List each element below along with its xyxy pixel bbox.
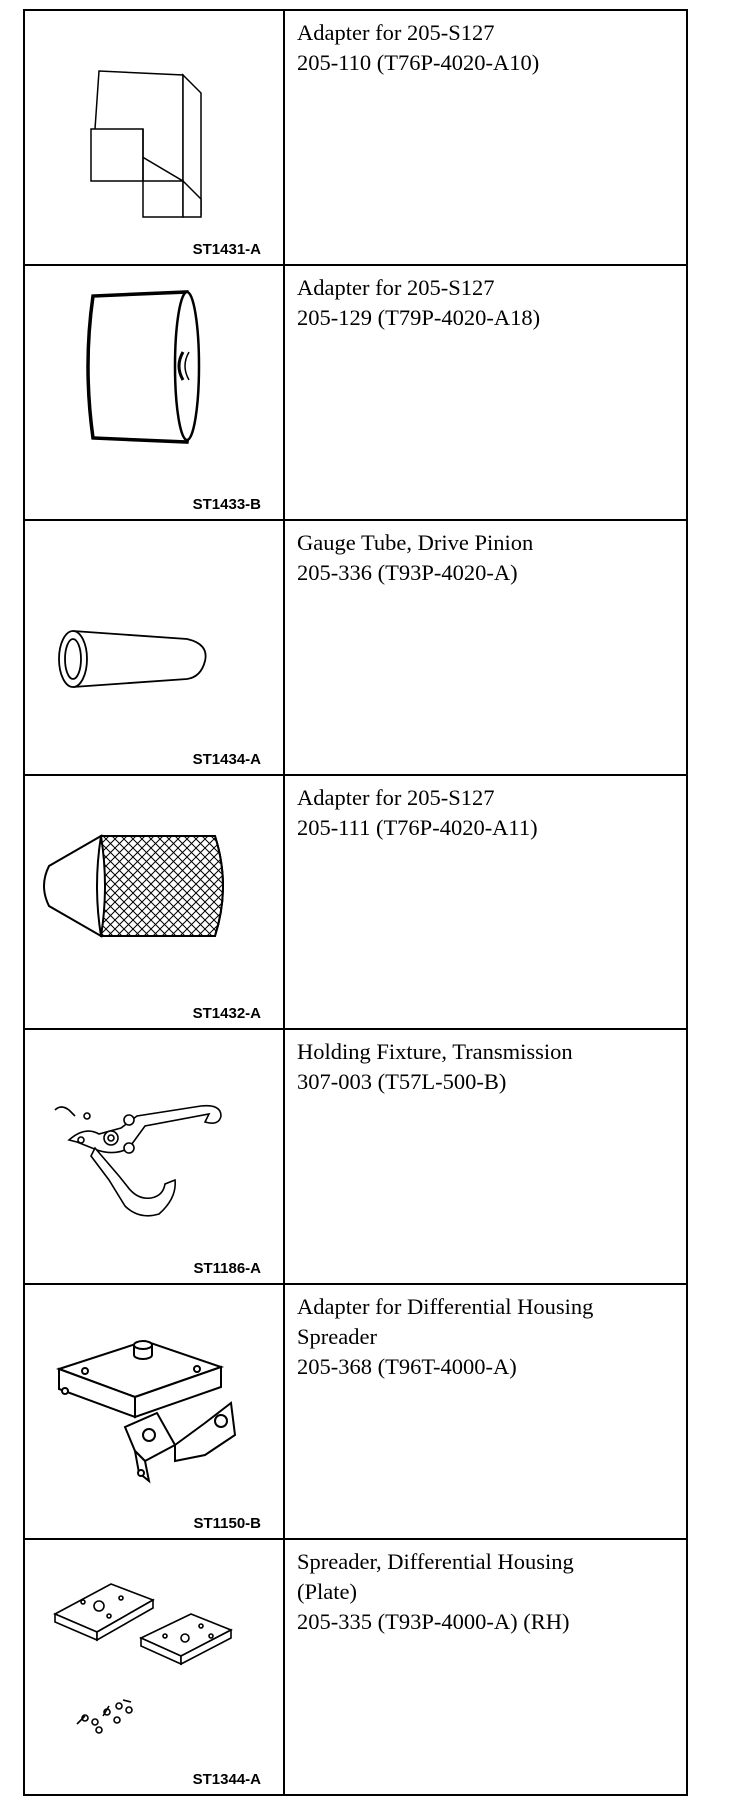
tool-name: Spreader, Differential Housing xyxy=(297,1549,574,1575)
tool-illustration-cell xyxy=(24,775,284,1030)
special-tools-table xyxy=(23,9,688,1796)
tool-part-number: 205-129 (T79P-4020-A18) xyxy=(297,304,541,330)
table-row xyxy=(24,775,687,1030)
table-row xyxy=(24,1029,687,1284)
table-row xyxy=(24,1284,687,1539)
tool-description-cell xyxy=(284,10,687,265)
illustration-code: ST1150-B xyxy=(193,1515,261,1533)
tool-name-continued: (Plate) xyxy=(297,1579,357,1605)
tool-name: Holding Fixture, Transmission xyxy=(297,1039,573,1065)
table-row xyxy=(24,520,687,775)
illustration-code: ST1431-A xyxy=(192,240,261,258)
tool-description-cell xyxy=(284,1029,687,1284)
tool-illustration-cell xyxy=(24,1284,284,1539)
tool-part-number: 205-368 (T96T-4000-A) xyxy=(297,1354,517,1380)
tool-part-number: 307-003 (T57L-500-B) xyxy=(297,1069,507,1095)
illustration-code: ST1434-A xyxy=(192,750,261,768)
table-row xyxy=(24,10,687,265)
tool-illustration-cell xyxy=(24,1539,284,1795)
knurled-cone-adapter-icon xyxy=(25,776,283,1028)
tool-illustration-cell xyxy=(24,1029,284,1284)
tool-part-number: 205-335 (T93P-4000-A) (RH) xyxy=(297,1609,570,1635)
illustration-code: ST1433-B xyxy=(192,495,261,513)
spreader-adapter-icon xyxy=(25,1285,283,1537)
table-row xyxy=(24,1539,687,1795)
illustration-code: ST1432-A xyxy=(192,1005,261,1023)
tool-name: Adapter for 205-S127 xyxy=(297,20,495,45)
tool-name: Adapter for 205-S127 xyxy=(297,274,495,300)
illustration-code: ST1344-A xyxy=(192,1771,261,1788)
tool-description-cell xyxy=(284,1539,687,1795)
tool-part-number: 205-110 (T76P-4020-A10) xyxy=(297,50,540,75)
tool-name-continued: Spreader xyxy=(297,1324,377,1350)
l-shaped-block-icon xyxy=(25,11,283,263)
tool-name: Adapter for 205-S127 xyxy=(297,784,495,810)
tool-illustration-cell xyxy=(24,520,284,775)
illustration-code: ST1186-A xyxy=(193,1260,261,1278)
tool-illustration-cell xyxy=(24,10,284,265)
tool-part-number: 205-336 (T93P-4020-A) xyxy=(297,559,518,585)
tool-illustration-cell xyxy=(24,265,284,520)
tool-description-cell xyxy=(284,265,687,520)
tool-description-cell xyxy=(284,1284,687,1539)
table-row xyxy=(24,265,687,520)
tool-description-cell xyxy=(284,520,687,775)
tool-description-cell xyxy=(284,775,687,1030)
cylinder-adapter-icon xyxy=(25,266,283,518)
tool-name: Adapter for Differential Housing xyxy=(297,1294,594,1320)
gauge-tube-icon xyxy=(25,521,283,773)
spreader-plates-icon xyxy=(25,1540,283,1793)
tool-name: Gauge Tube, Drive Pinion xyxy=(297,529,534,555)
tool-part-number: 205-111 (T76P-4020-A11) xyxy=(297,814,538,840)
holding-fixture-icon xyxy=(25,1030,283,1282)
